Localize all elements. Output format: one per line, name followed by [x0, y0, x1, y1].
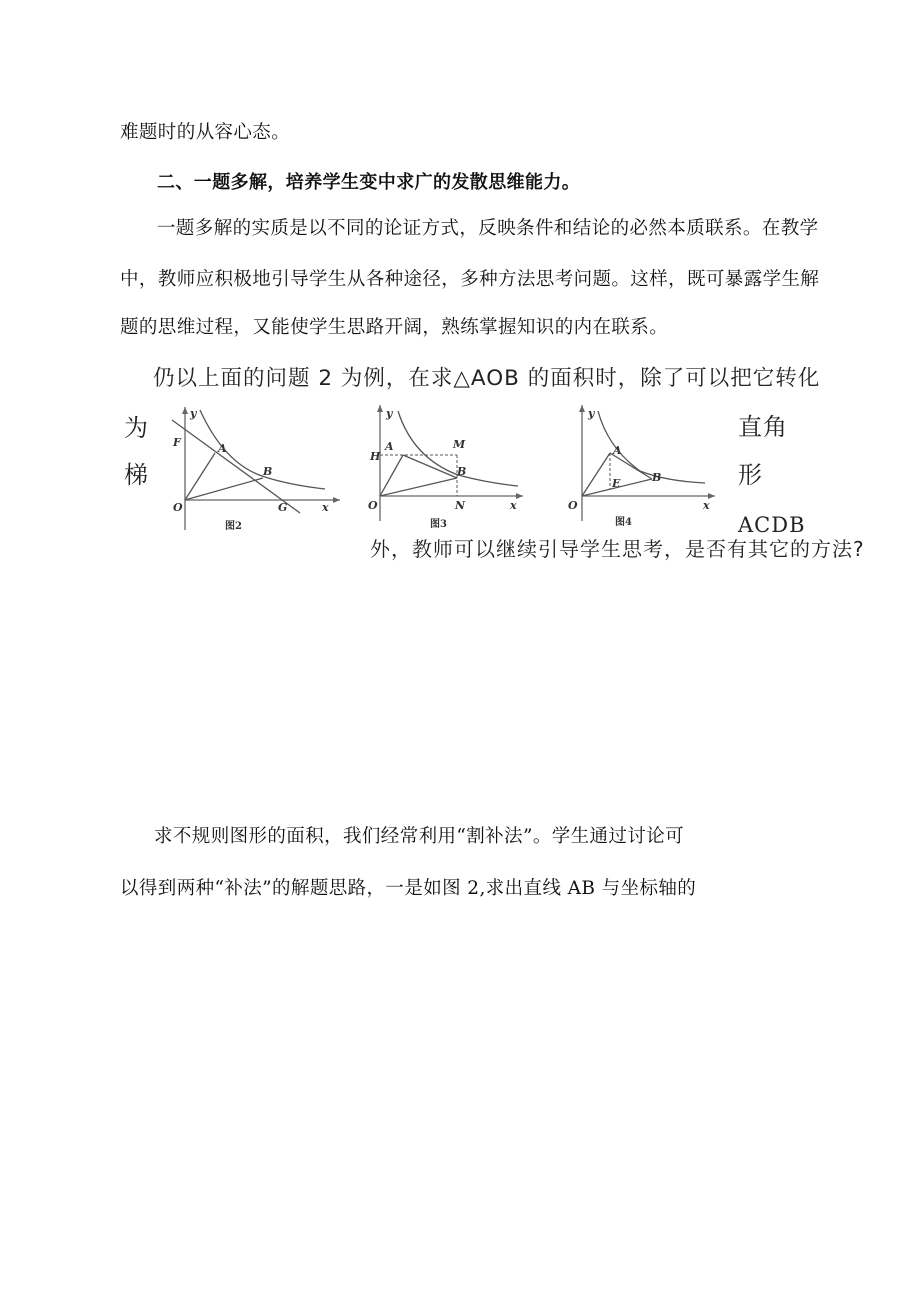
point-label: E [612, 477, 621, 490]
origin-label: O [173, 501, 183, 514]
figure-3 [358, 403, 528, 533]
side-char: 为 [124, 414, 149, 442]
paragraph-line: 求不规则图形的面积，我们经常利用“割补法”。学生通过讨论可 [154, 826, 685, 847]
origin-label: O [568, 499, 578, 512]
point-label: F [173, 436, 181, 449]
paragraph-line: 以得到两种“补法”的解题思路，一是如图 2,求出直线 AB 与坐标轴的 [120, 878, 697, 899]
figure-caption: 图4 [615, 517, 632, 528]
point-label: N [455, 499, 466, 512]
point-label: A [613, 444, 622, 457]
side-word: ACDB [738, 513, 806, 537]
y-axis-label: y [386, 407, 393, 420]
point-label: G [278, 501, 288, 514]
figure-2 [160, 405, 345, 535]
side-word: 形 [738, 461, 763, 489]
figure-4 [560, 403, 720, 533]
figure-outro-line: 外，教师可以继续引导学生思考，是否有其它的方法? [370, 537, 865, 561]
y-axis-label: y [190, 407, 197, 420]
paragraph-line: 中，教师应积极地引导学生从各种途径，多种方法思考问题。这样，既可暴露学生解 [120, 269, 820, 290]
paragraph-line: 题的思维过程，又能使学生思路开阔，熟练掌握知识的内在联系。 [120, 317, 669, 338]
side-word: 直角 [738, 413, 788, 441]
x-axis-label: x [510, 499, 517, 512]
figure-caption: 图3 [430, 519, 447, 530]
paragraph-line: 一题多解的实质是以不同的论证方式，反映条件和结论的必然本质联系。在教学 [157, 218, 819, 239]
y-axis-label: y [588, 407, 595, 420]
point-label: B [457, 465, 467, 478]
x-axis-label: x [703, 499, 710, 512]
point-label: A [218, 442, 227, 455]
figure-caption: 图2 [225, 521, 242, 532]
point-label: H [370, 450, 381, 463]
point-label: B [652, 471, 662, 484]
point-label: B [263, 465, 273, 478]
point-label: A [385, 440, 394, 453]
side-char: 梯 [124, 461, 149, 489]
x-axis-label: x [322, 501, 329, 514]
section-heading: 二、一题多解，培养学生变中求广的发散思维能力。 [157, 172, 581, 193]
point-label: M [453, 438, 466, 451]
origin-label: O [368, 499, 378, 512]
paragraph-line: 难题时的从容心态。 [120, 122, 291, 143]
figure-intro-line: 仍以上面的问题 2 为例，在求△AOB 的面积时，除了可以把它转化 [153, 366, 821, 391]
